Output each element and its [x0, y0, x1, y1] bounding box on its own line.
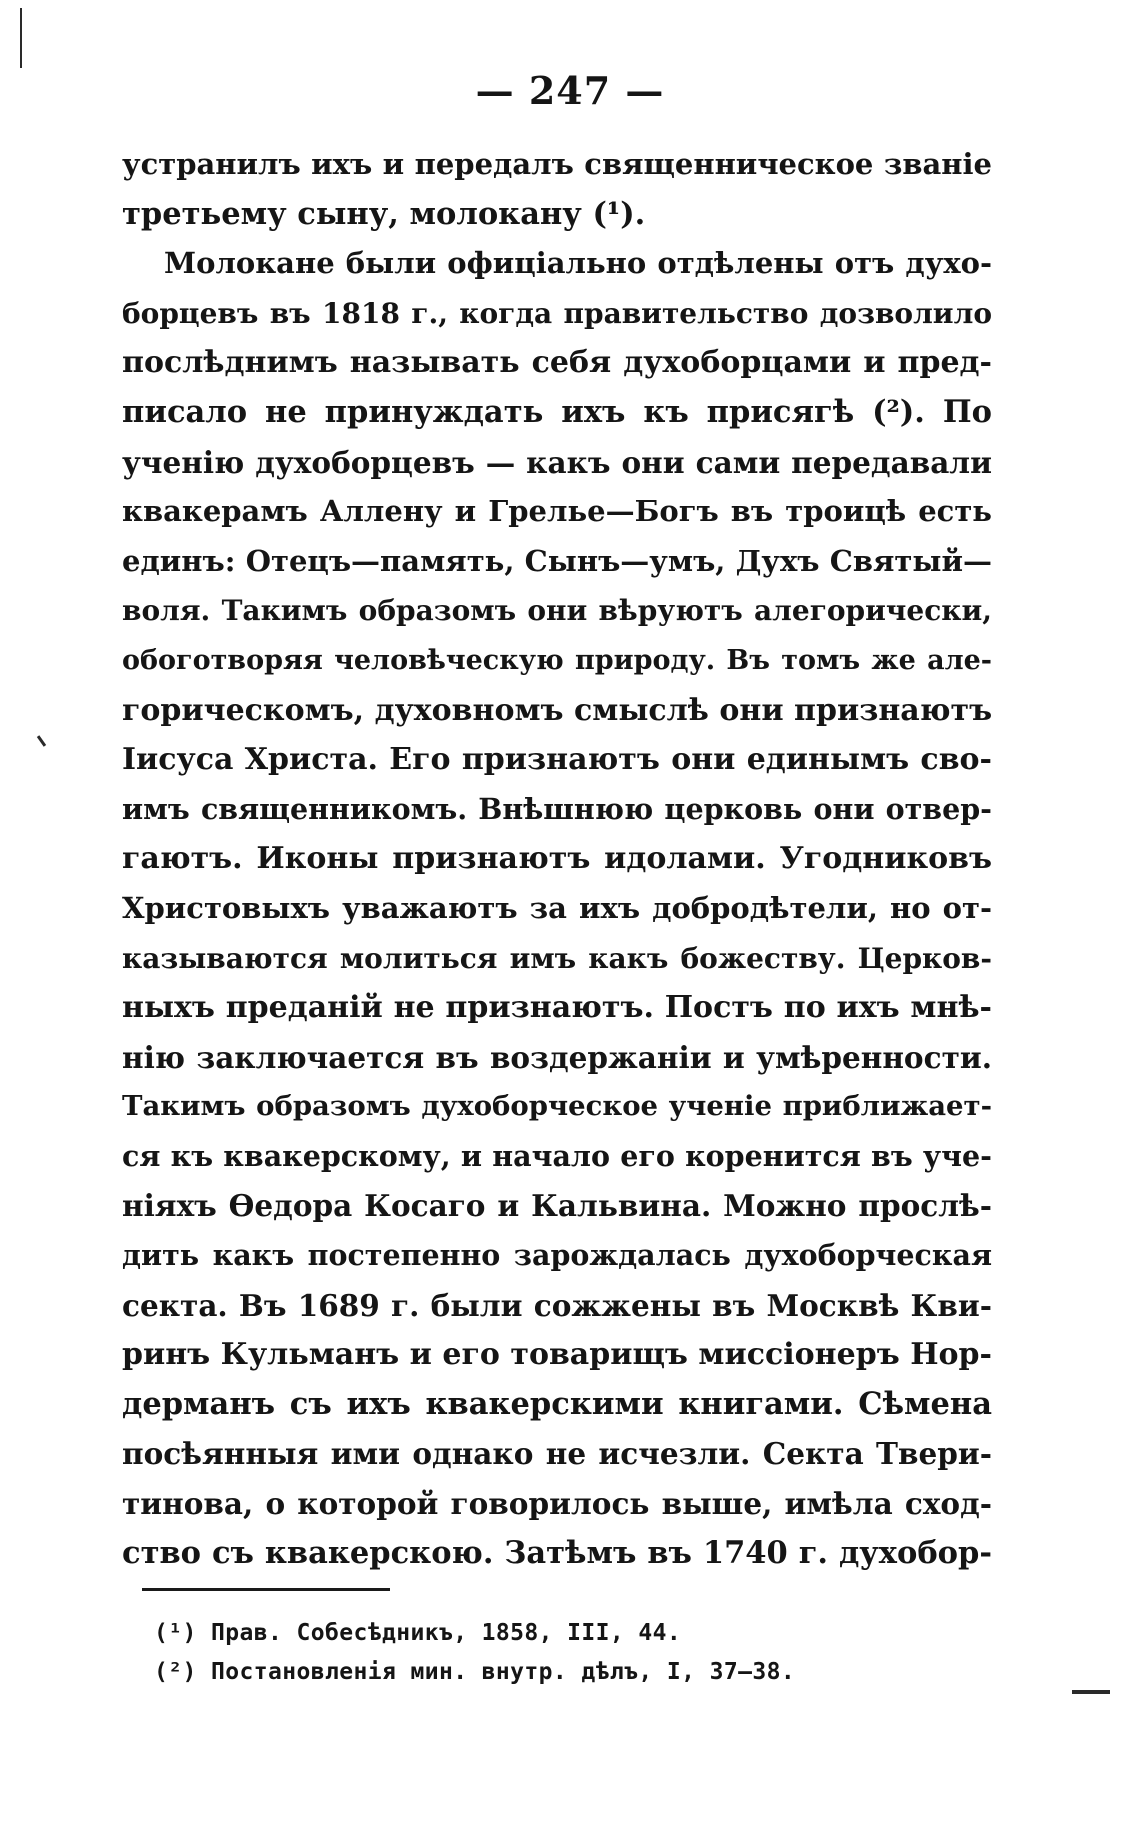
text-line: устранилъ ихъ и передалъ священническое званіе [122, 147, 992, 181]
text-line: гаютъ. Иконы признаютъ идолами. Угодниковъ [122, 841, 992, 877]
text-line: ніяхъ Ѳедора Косаго и Кальвина. Можно прослѣ- [122, 1188, 992, 1224]
text-line: Іисуса Христа. Его признаютъ они единымъ сво- [122, 742, 992, 778]
body-text [122, 140, 992, 1578]
text-line: писало не принуждать ихъ къ присягѣ (²). По [122, 393, 992, 430]
right-margin-dash [1072, 1690, 1110, 1694]
text-line: ринъ Кульманъ и его товарищъ миссіонеръ Нор- [122, 1337, 992, 1373]
text-line: дерманъ съ ихъ квакерскими книгами. Сѣмена [122, 1385, 992, 1422]
left-margin-tick [37, 735, 46, 747]
text-line: ся къ квакерскому, и начало его коренится въ уче- [122, 1138, 992, 1173]
text-line: горическомъ, духовномъ смыслѣ они признаютъ [122, 692, 993, 728]
text-line: имъ священникомъ. Внѣшнюю церковь они отвер- [122, 791, 992, 826]
text-line: Такимъ образомъ духоборческое ученіе приближает- [122, 1090, 992, 1123]
text-line: нію заключается въ воздержаніи и умѣренности. [122, 1039, 992, 1075]
text-line: Молокане были офиціально отдѣлены отъ духо- [164, 246, 992, 281]
text-line: квакерамъ Аллену и Грелье—Богъ въ троицѣ есть [122, 494, 992, 529]
text-line: ученію духоборцевъ — какъ они сами передавали [122, 444, 992, 480]
text-line: дить какъ постепенно зарождалась духоборческая [122, 1238, 992, 1273]
text-line: обоготворяя человѣческую природу. Въ томъ же але- [122, 644, 992, 676]
footnote-2: (²) Постановленія мин. внутр. дѣлъ, I, 37—38. [154, 1659, 796, 1685]
text-line: послѣднимъ называть себя духоборцами и пред- [122, 345, 992, 381]
text-line: тинова, о которой говорилось выше, имѣла сход- [122, 1486, 992, 1522]
page-number: — 247 — [475, 68, 665, 113]
text-line: посѣянныя ими однако не исчезли. Секта Твери- [122, 1436, 992, 1472]
footnotes [154, 1614, 914, 1692]
text-line: третьему сыну, молокану (¹). [122, 195, 646, 232]
text-line: секта. Въ 1689 г. были сожжены въ Москвѣ Кви- [122, 1287, 992, 1323]
text-line: казываются молиться имъ какъ божеству. Церков- [122, 941, 992, 975]
text-line: ныхъ преданій не признаютъ. Постъ по ихъ мнѣ- [122, 990, 992, 1026]
footnote-1: (¹) Прав. Собесѣдникъ, 1858, III, 44. [154, 1620, 682, 1646]
text-line: единъ: Отецъ—память, Сынъ—умъ, Духъ Святый— [122, 543, 992, 578]
text-line: ство съ квакерскою. Затѣмъ въ 1740 г. духобор- [122, 1534, 992, 1571]
text-line: воля. Такимъ образомъ они вѣруютъ алегорически, [122, 594, 992, 628]
left-margin-mark [20, 8, 22, 68]
text-line: борцевъ въ 1818 г., когда правительство дозволило [122, 296, 992, 330]
footnote-divider [142, 1588, 390, 1591]
text-line: Христовыхъ уважаютъ за ихъ добродѣтели, но от- [122, 890, 992, 925]
